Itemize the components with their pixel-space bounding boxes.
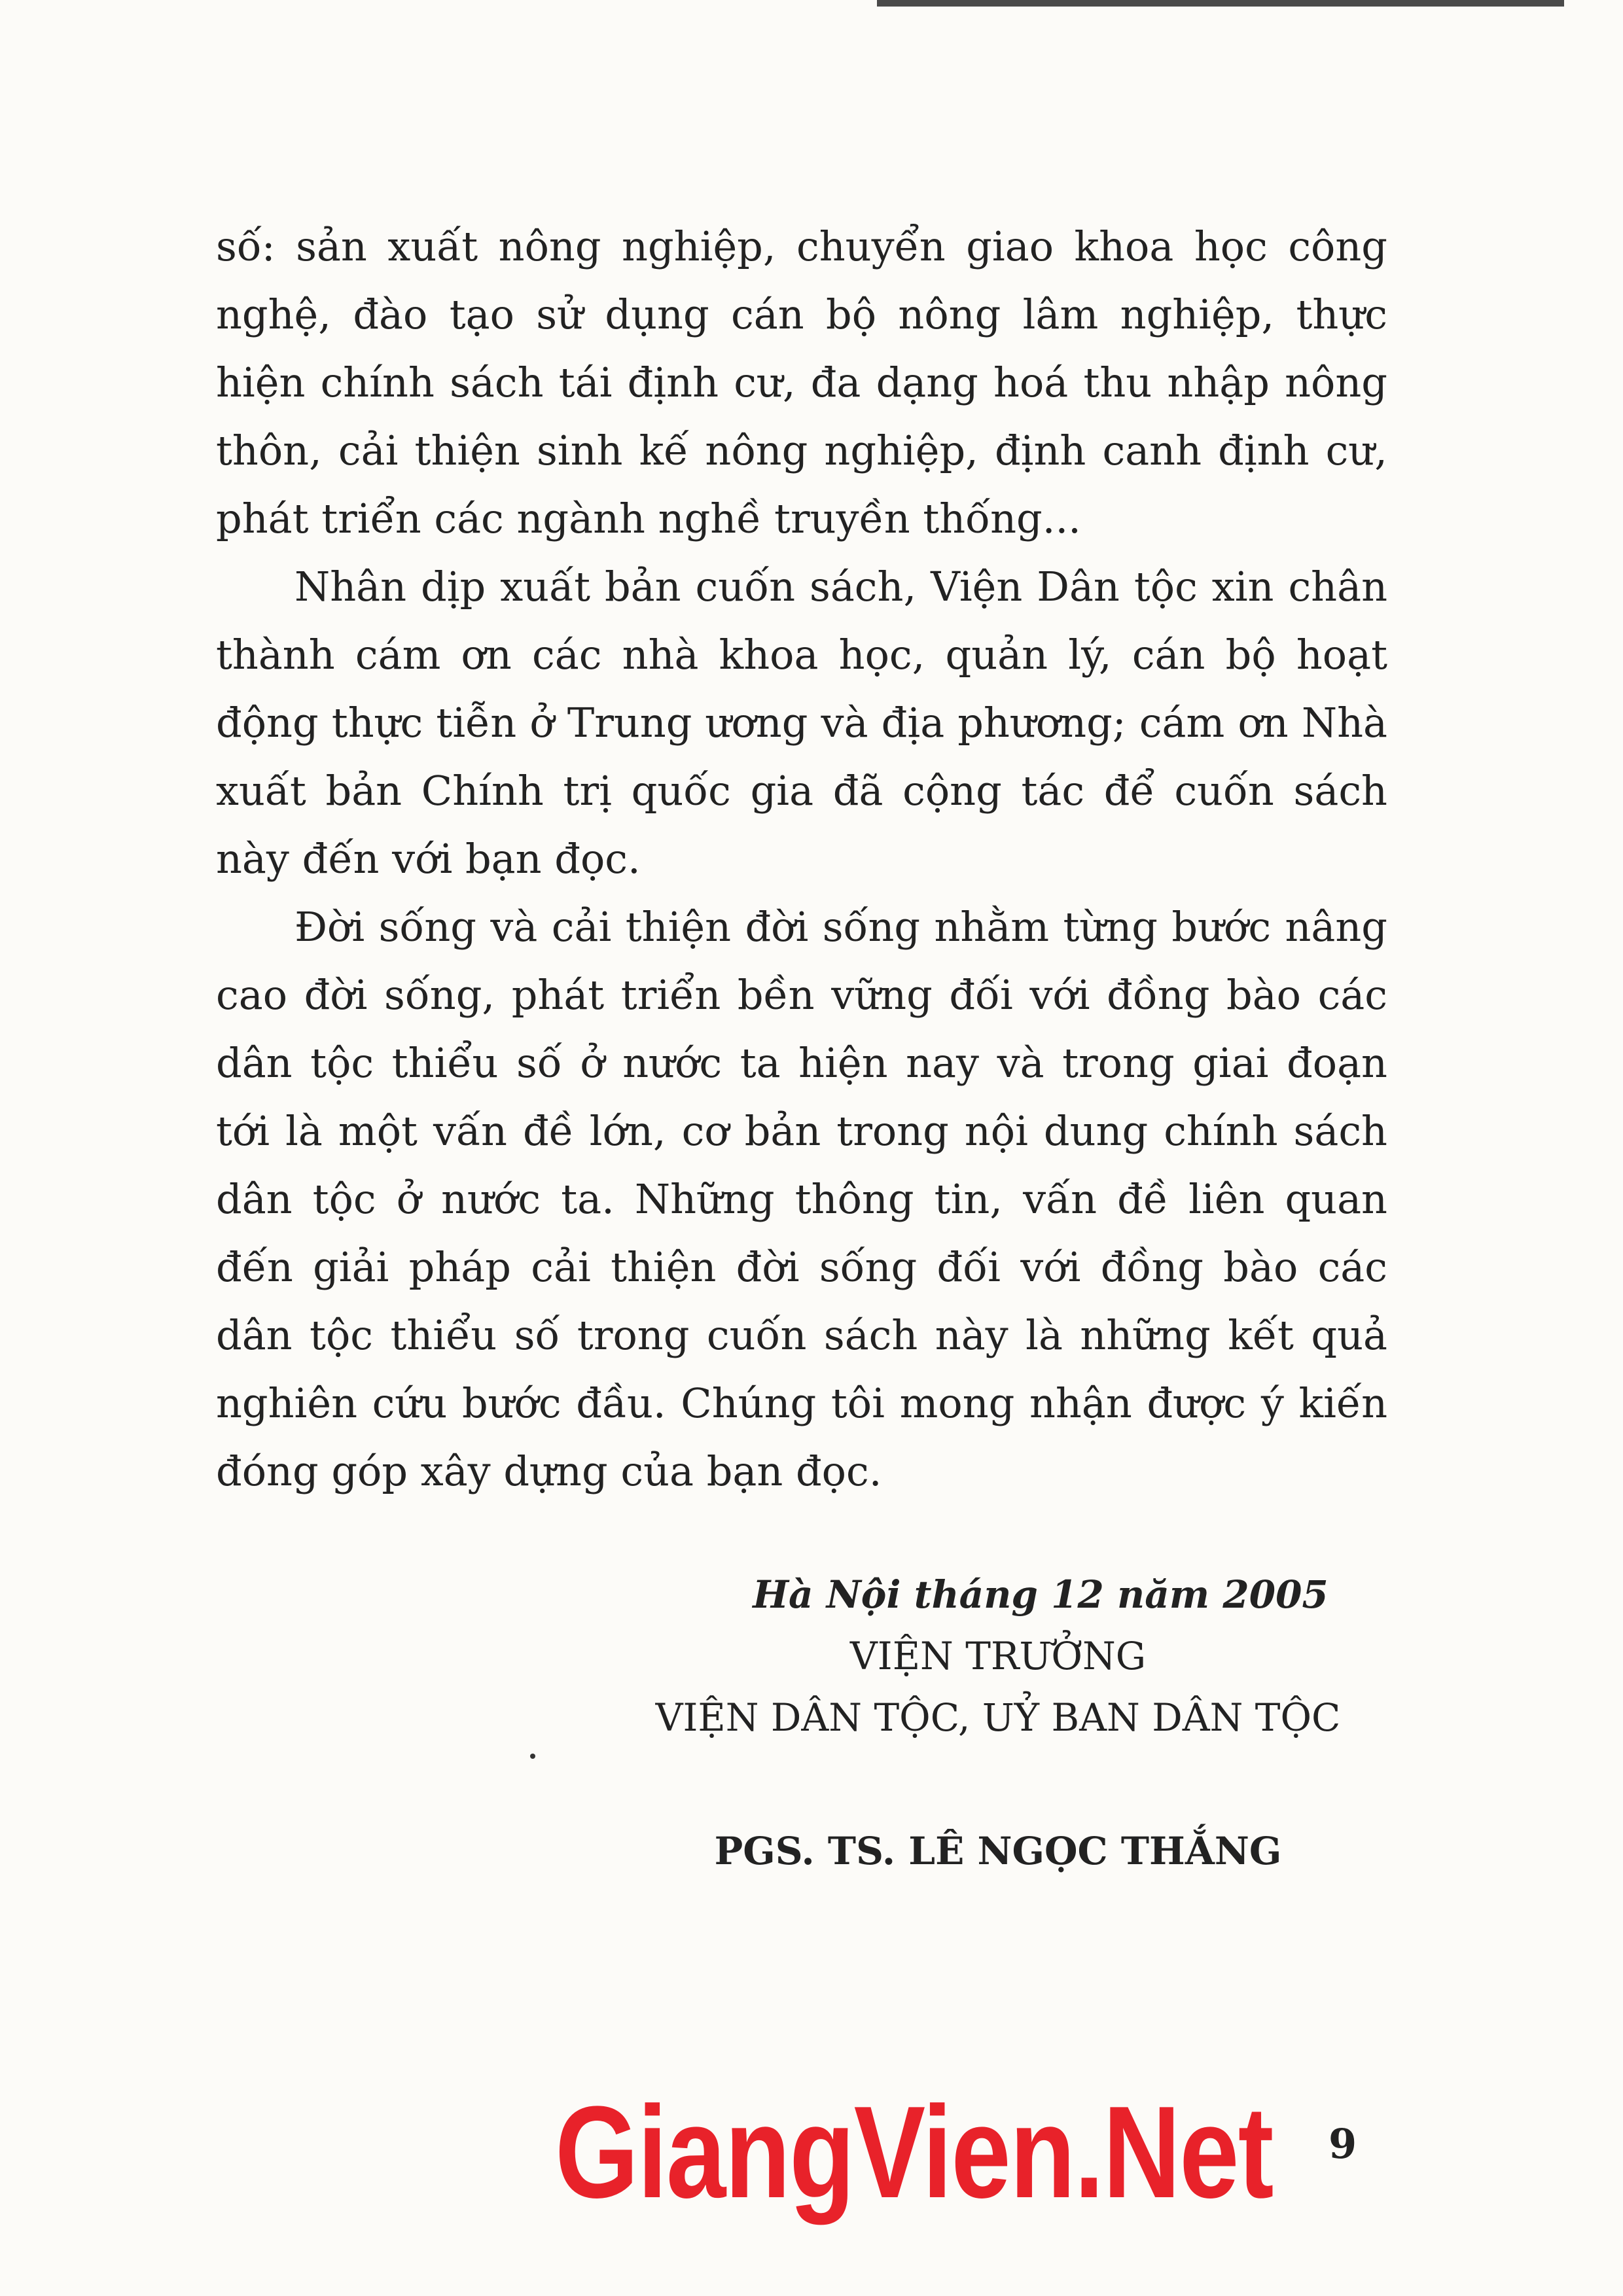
watermark-logo: GiangVien.Net (555, 2079, 1273, 2225)
signature-block (589, 1564, 1407, 1882)
signature-date: Hà Nội tháng 12 năm 2005 (753, 1572, 1329, 1617)
print-speck (530, 1754, 535, 1759)
body-text (216, 213, 1387, 1506)
page-top-edge-shadow (877, 0, 1564, 7)
page-number: 9 (1329, 2120, 1357, 2168)
paragraph-acknowledgement: Nhân dịp xuất bản cuốn sách, Viện Dân tộc xin chân thành cám ơn các nhà khoa học, quản lý, cán bộ hoạt động thực tiễn ở Trung ương và địa phương; cám ơn Nhà xuất bản Chính trị quốc gia đã cộng tác để cuốn sách này đến với bạn đọc. (216, 563, 1387, 883)
signature-title: VIỆN TRƯỞNG (849, 1634, 1147, 1678)
paragraph-continued: số: sản xuất nông nghiệp, chuyển giao khoa học công nghệ, đào tạo sử dụng cán bộ nông lâm nghiệp, thực hiện chính sách tái định cư, đa dạng hoá thu nhập nông thôn, cải thiện sinh kế nông nghiệp, định canh định cư, phát triển các ngành nghề truyền thống... (216, 222, 1387, 542)
signature-organization: VIỆN DÂN TỘC, UỶ BAN DÂN TỘC (655, 1695, 1341, 1740)
signature-name: PGS. TS. LÊ NGỌC THẮNG (714, 1829, 1282, 1873)
paragraph-conclusion: Đời sống và cải thiện đời sống nhằm từng bước nâng cao đời sống, phát triển bền vững đối với đồng bào các dân tộc thiểu số ở nước ta hiện nay và trong giai đoạn tới là một vấn đề lớn, cơ bản trong nội dung chính sách dân tộc ở nước ta. Những thông tin, vấn đề liên quan đến giải pháp cải thiện đời sống đối với đồng bào các dân tộc thiểu số trong cuốn sách này là những kết quả nghiên cứu bước đầu. Chúng tôi mong nhận được ý kiến đóng góp xây dựng của bạn đọc. (216, 903, 1387, 1495)
